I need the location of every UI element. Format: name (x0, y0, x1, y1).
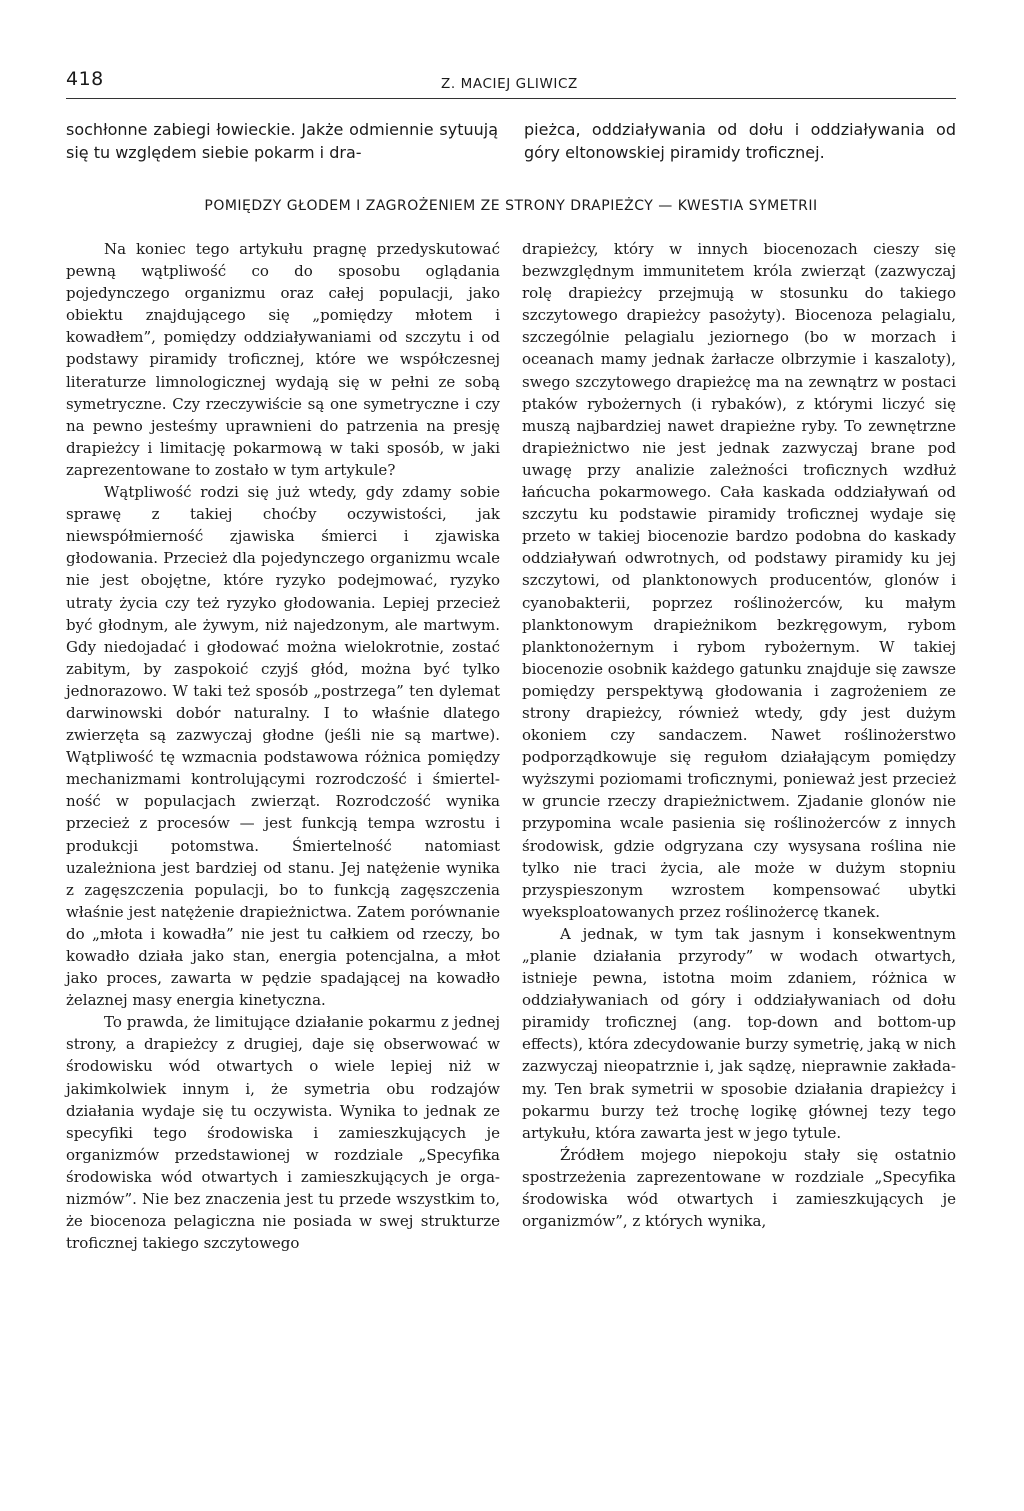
paragraph: A jednak, w tym tak jasnym i konsekwentnym „planie działania przyrody” w wodach otwartych, istnieje pewna, istotna moim zdaniem, różnica w oddziaływaniach od góry i oddziaływaniach od dołu piramidy troficznej (ang. top-down and bottom-up effects), która zdecydowanie burzy symetrię, jaką w nich zazwyczaj nieopatrznie i, jak sądzę, nieprawnie zakładamy. Ten brak symetrii w sposobie działania drapieżcy i pokarmu burzy też trochę logikę głównej tezy tego artykułu, która zawarta jest w jego tytule. (522, 924, 956, 1142)
paragraph: Na koniec tego artykułu pragnę przedyskutować pewną wątpliwość co do sposobu oglądania pojedynczego organizmu oraz całej populacji, jako obiektu znajdującego się „pomiędzy młotem i kowadłem”, pomiędzy oddziaływaniami od szczytu i od podstawy piramidy troficznej, które we współczesnej literaturze limnologicznej wydają się w pełni ze sobą symetryczne. Czy rzeczywiście są one symetryczne i czy na pewno jesteśmy uprawnieni do patrzenia na presję drapieżcy i limitację pokarmową w taki sposób, w jaki zaprezentowane to zostało w tym artykule? (66, 240, 500, 479)
continued-text-right: pieżca, oddziaływania od dołu i oddziaływania od góry eltonowskiej piramidy troficznej. (524, 120, 956, 162)
continued-text-left: sochłonne zabiegi łowieckie. Jakże odmiennie sytuują się tu względem siebie pokarm i dra- (66, 120, 498, 162)
paragraph: drapieżcy, który w innych biocenozach cieszy się bezwzględnym immunitetem króla zwierząt (zazwyczaj rolę drapieżcy przejmują w stosunku do takiego szczytowego drapieżcy pasożyty). Biocenoza pelagialu, szczególnie pelagialu jeziornego (bo w morzach i oceanach mamy jednak żarłacze olbrzymie i kaszaloty), swego szczytowego drapieżcę ma na zewnątrz w postaci ptaków rybożernych (i rybaków), z którymi liczyć się muszą najbardziej nawet drapieżne ryby. To zewnętrzne drapieżnictwo nie jest jednak zazwyczaj brane pod uwagę przy analizie zależności troficznych wzdłuż łańcucha pokarmowego. Cała kaskada oddziaływań od szczytu ku podstawie piramidy troficznej wydaje się przeto w takiej biocenozie bardzo podobna do kaskady oddziaływań odwrotnych, od podstawy piramidy ku jej szczytowi, od planktonowych producentów, glonów i cyanobakterii, poprzez roślinożerców, ku małym planktonowym drapieżnikom bezkręgowym, rybom planktonożernym i rybom rybożernym. W takiej biocenozie osobnik każdego gatunku znajduje się zawsze pomiędzy perspektywą głodowania i zagrożeniem ze strony drapieżcy, również wtedy, gdy jest dużym okoniem czy sandaczem. Nawet roślinożerstwo podporządkowuje się regułom działającym pomiędzy wyższymi poziomami troficznymi, ponieważ jest przecież w gruncie rzeczy drapieżnictwem. Zjadanie glonów nie przypomina wcale pasienia się roślinożerców z innych środowisk, gdzie odgryzana czy wysysana roślina nie tylko nie traci życia, ale może w dużym stopniu przyspieszonym wzrostem kompensować ubytki wyeksploatowanych przez roślinożercę tkanek. (522, 240, 956, 921)
continued-text (66, 119, 956, 164)
running-head-author: Z. MACIEJ GLIWICZ (441, 76, 578, 92)
section-heading: POMIĘDZY GŁODEM I ZAGROŻENIEM ZE STRONY DRAPIEŻCY — KWESTIA SYMETRII (204, 198, 818, 214)
journal-page (66, 66, 956, 1254)
page-number: 418 (66, 68, 104, 90)
article-body (66, 238, 956, 1254)
right-column (522, 238, 956, 1254)
paragraph: Źródłem mojego niepokoju stały się ostatnio spostrzeżenia zaprezentowane w rozdziale „Specyfika środowiska wód otwartych i zamieszkujących je organizmów”, z których wynika, (522, 1145, 956, 1231)
left-column (66, 238, 500, 1254)
paragraph: Wątpliwość rodzi się już wtedy, gdy zdamy sobie sprawę z takiej choćby oczywistości, jak niewspółmierność zjawiska śmierci i zjawiska głodowania. Przecież dla pojedynczego organizmu wcale nie jest obojętne, które ryzyko podejmować, ryzyko utraty życia czy też ryzyko głodowania. Lepiej przecież być głodnym, ale żywym, niż najedzonym, ale martwym. Gdy niedojadać i głodować można wielokrotnie, zostać zabitym, by zaspokoić czyjś głód, można być tylko jednorazowo. W taki też sposób „postrzega” ten dylemat darwinowski dobór naturalny. I to właśnie dlatego zwierzęta są zazwyczaj głodne (jeśli nie są martwe). Wątpliwość tę wzmacnia podstawowa różnica pomiędzy mechanizmami kontrolującymi rozrodczość i śmiertelność w populacjach zwierząt. Rozrodczość wynika przecież z procesów — jest funkcją tempa wzrostu i produkcji potomstwa. Śmiertelność natomiast uzależniona jest bardziej od stanu. Jej natężenie wynika z zagęszczenia populacji, bo to funkcją zagęszczenia właśnie jest natężenie drapieżnictwa. Zatem porównanie do „młota i kowadła” nie jest tu całkiem od rzeczy, bo kowadło działa jako stan, energia potencjalna, a młot jako proces, zawarta w pędzie spadającej na kowadło żelaznej masy energia kinetyczna. (66, 483, 500, 1010)
paragraph: To prawda, że limitujące działanie pokarmu z jednej strony, a drapieżcy z drugiej, daje się obserwować w środowisku wód otwartych o wiele lepiej niż w jakimkolwiek innym i, że symetria obu rodzajów działania wydaje się tu oczywista. Wynika to jednak ze specyfiki tego środowiska i zamieszkujących je organizmów przedstawionej w rozdziale „Specyfika środowiska wód otwartych i zamieszkujących je organizmów”. Nie bez znaczenia jest tu przede wszystkim to, że biocenoza pelagiczna nie posiada w swej strukturze troficznej takiego szczytowego (66, 1013, 500, 1253)
page-header (66, 66, 956, 99)
